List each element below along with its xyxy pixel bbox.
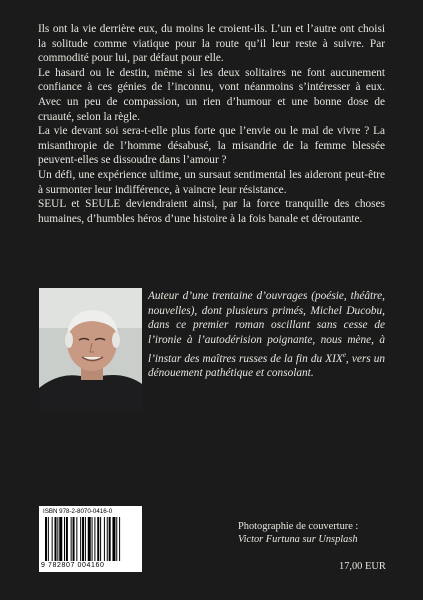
barcode-bar [119, 517, 120, 561]
isbn-label: ISBN 978-2-8070-0416-0 [43, 508, 113, 515]
isbn-barcode [39, 506, 142, 572]
barcode-bar [85, 517, 86, 561]
barcode-bar [71, 517, 72, 561]
barcode-bar [94, 517, 95, 561]
barcode-bar [55, 517, 57, 561]
barcode-bar [73, 517, 75, 561]
blurb-paragraph: Le hasard ou le destin, même si les deux solitaires ne font aucunement confiance à ces génies de l’inconnu, vont néanmoins s’intéresser à eux. Avec un peu de compassion, un rien d’humour et une bonne dose de cruauté, selon la règle. [38, 66, 385, 123]
ean-digits: 9 782807 004160 [41, 562, 105, 569]
barcode-bar [107, 517, 108, 561]
barcode-bar [52, 517, 53, 561]
barcode-bar [45, 517, 47, 561]
barcode-bar [80, 517, 81, 561]
barcode-bar [112, 517, 115, 561]
barcode-bar [100, 517, 101, 561]
barcode-bar [97, 517, 99, 561]
barcode-bar [48, 517, 49, 561]
barcode-bar [109, 517, 111, 561]
barcode-bar [104, 517, 105, 561]
blurb-paragraph: La vie devant soi sera-t-elle plus forte que l’envie ou le mal de vivre ? La misanthropie de l’homme désabusé, la misandrie de la femme blessée peuvent-elles se dissoudre dans l’amour ? [38, 125, 385, 167]
barcode-bar [57, 517, 58, 561]
barcode-bar [116, 517, 117, 561]
blurb-text [38, 22, 385, 226]
barcode-bar [88, 517, 91, 561]
bio-superscript: e [342, 350, 346, 359]
blurb-paragraph: Ils ont la vie derrière eux, du moins le croient-ils. L’un et l’autre ont choisi la solitude comme viatique pour la route qu’il leur reste à suivre. Par commodité pour lui, par défaut pour elle. [38, 23, 385, 65]
photo-credit [238, 520, 388, 546]
barcode-bar [82, 517, 84, 561]
barcode-bar [64, 517, 65, 561]
bio-text: Auteur d’une trentaine d’ouvrages (poésie, théâtre, nouvelles), dont plusieurs primés, Michel Ducobu, dans ce premier roman oscillant sans cesse de l’ironie à l’autodérision poignante, nous mène, à l’instar des maîtres russes de la fin du XIX [148, 290, 385, 365]
barcode-bar [66, 517, 68, 561]
photo-credit-label: Photographie de couverture : [238, 521, 359, 532]
bio-text-end: , vers un dénouement pathétique et consolant. [148, 352, 385, 380]
author-bio [148, 289, 385, 381]
photo-credit-source: Victor Furtuna sur Unsplash [238, 534, 358, 546]
price: 17,00 EUR [339, 561, 386, 572]
barcode-bar [76, 517, 77, 561]
barcode-bars [45, 517, 137, 561]
barcode-bar [92, 517, 93, 561]
author-photo [39, 288, 142, 411]
blurb-paragraph: SEUL et SEULE deviendraient ainsi, par la force tranquille des choses humaines, d’humbles héros d’une histoire à la fois banale et déroutante. [38, 198, 385, 225]
blurb-paragraph: Un défi, une expérience ultime, un sursaut sentimental les aideront peut-être à surmonter leur indifférence, à vaincre leur résistance. [38, 168, 385, 196]
author-portrait-illustration [39, 288, 142, 411]
barcode-bar [59, 517, 62, 561]
